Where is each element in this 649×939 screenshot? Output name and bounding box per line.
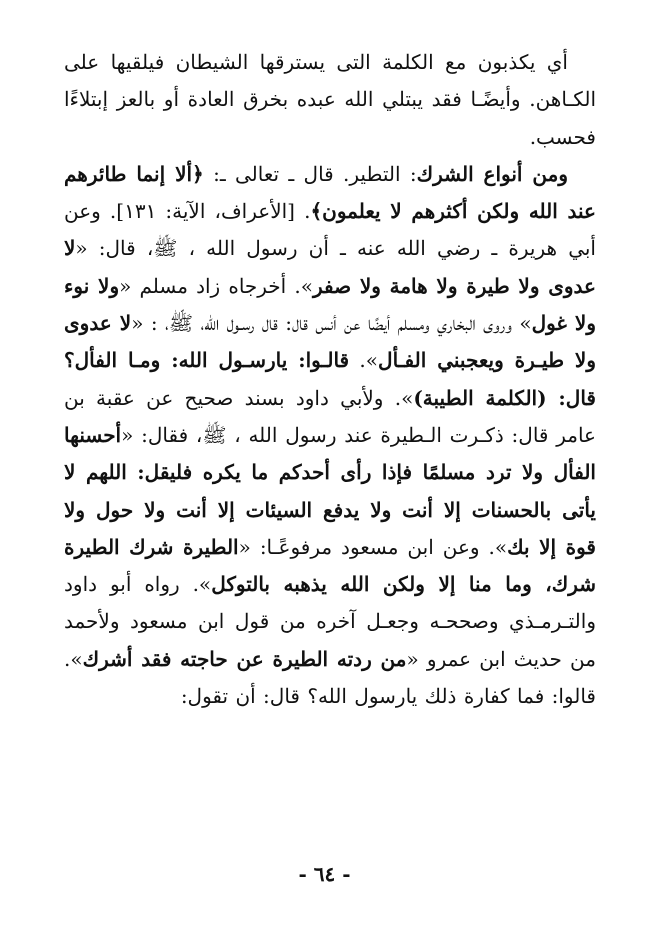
- text-segment: : التطير. قال ـ تعالى ـ:: [203, 161, 417, 186]
- text-segment: ».: [349, 348, 379, 373]
- hadith-quote: ولا نوء ولا غول: [64, 273, 596, 336]
- quran-verse: ﴿ألا إنما طائرهم عند الله ولكن أكثرهم لا يعلمون﴾: [64, 161, 596, 224]
- paragraph-1: [64, 44, 596, 156]
- hadith-quote: لا عدوى ولا طيـرة ويعجبني الفـأل: [64, 311, 596, 373]
- paragraph-2: [64, 156, 596, 715]
- hadith-quote: أحسنها الفأل ولا ترد مسلمًا فإذا رأى أحدكم ما يكره فليقل: اللهم لا يأتى بالحسنات إلا أنت ولا يدفع السيئات إلا أنت ولا حول ولا قوة إلا بك: [64, 422, 596, 559]
- text-segment: ». قالوا: فما كفارة ذلك يارسول الله؟ قال: أن تقول:: [64, 646, 596, 709]
- text-segment: » وروى البخاري ومسلم أيضًا عن أنس قال: قال رسـول الله، ﷺ، : «: [131, 311, 532, 336]
- hadith-quote: لا عدوى ولا طيرة ولا هامة ولا صفر: [64, 236, 596, 298]
- text-segment: ». أخرجاه زاد مسلم «: [119, 273, 313, 298]
- text-segment: ». وعن ابن مسعود مرفوعًـا: «: [238, 534, 508, 559]
- body-text: [64, 44, 596, 715]
- text-segment: أي يكذبون مع الكلمة التى يسترقها الشيطان فيلقيها على الكـاهن. وأيضًـا فقد يبتلي الله عبده بخرق العادة أو بالعز إبتلاءًا فحسب.: [64, 50, 597, 149]
- hadith-quote: قالـوا: يارسـول الله: ومـا الفأل؟ قال: (الكلمة الطيبة): [64, 348, 596, 410]
- text-segment: ». ولأبي داود بسند صحيح عن عقبة بن عامر قال: ذكـرت الـطيرة عند رسول الله ، ﷺ، فقال: «: [64, 385, 596, 447]
- hadith-quote: الطيرة شرك الطيرة شرك، وما منا إلا ولكن الله يذهبه بالتوكل: [64, 534, 597, 597]
- page-number: - ٦٤ -: [298, 862, 351, 886]
- hadith-quote: من ردته الطيرة عن حاجته فقد أشرك: [82, 646, 407, 671]
- text-segment: . [الأعراف، الآية: ١٣١]. وعن أبي هريرة ـ رضي الله عنه ـ أن رسول الله ، ﷺ، قال: «: [64, 199, 596, 261]
- text-segment-bold: ومن أنواع الشرك: [416, 161, 568, 186]
- text-segment: ». رواه أبو داود والتـرمـذي وصححـه وجعـل آخره من قول ابن مسعود ولأحمد من حديث ابن عمرو «: [64, 572, 596, 671]
